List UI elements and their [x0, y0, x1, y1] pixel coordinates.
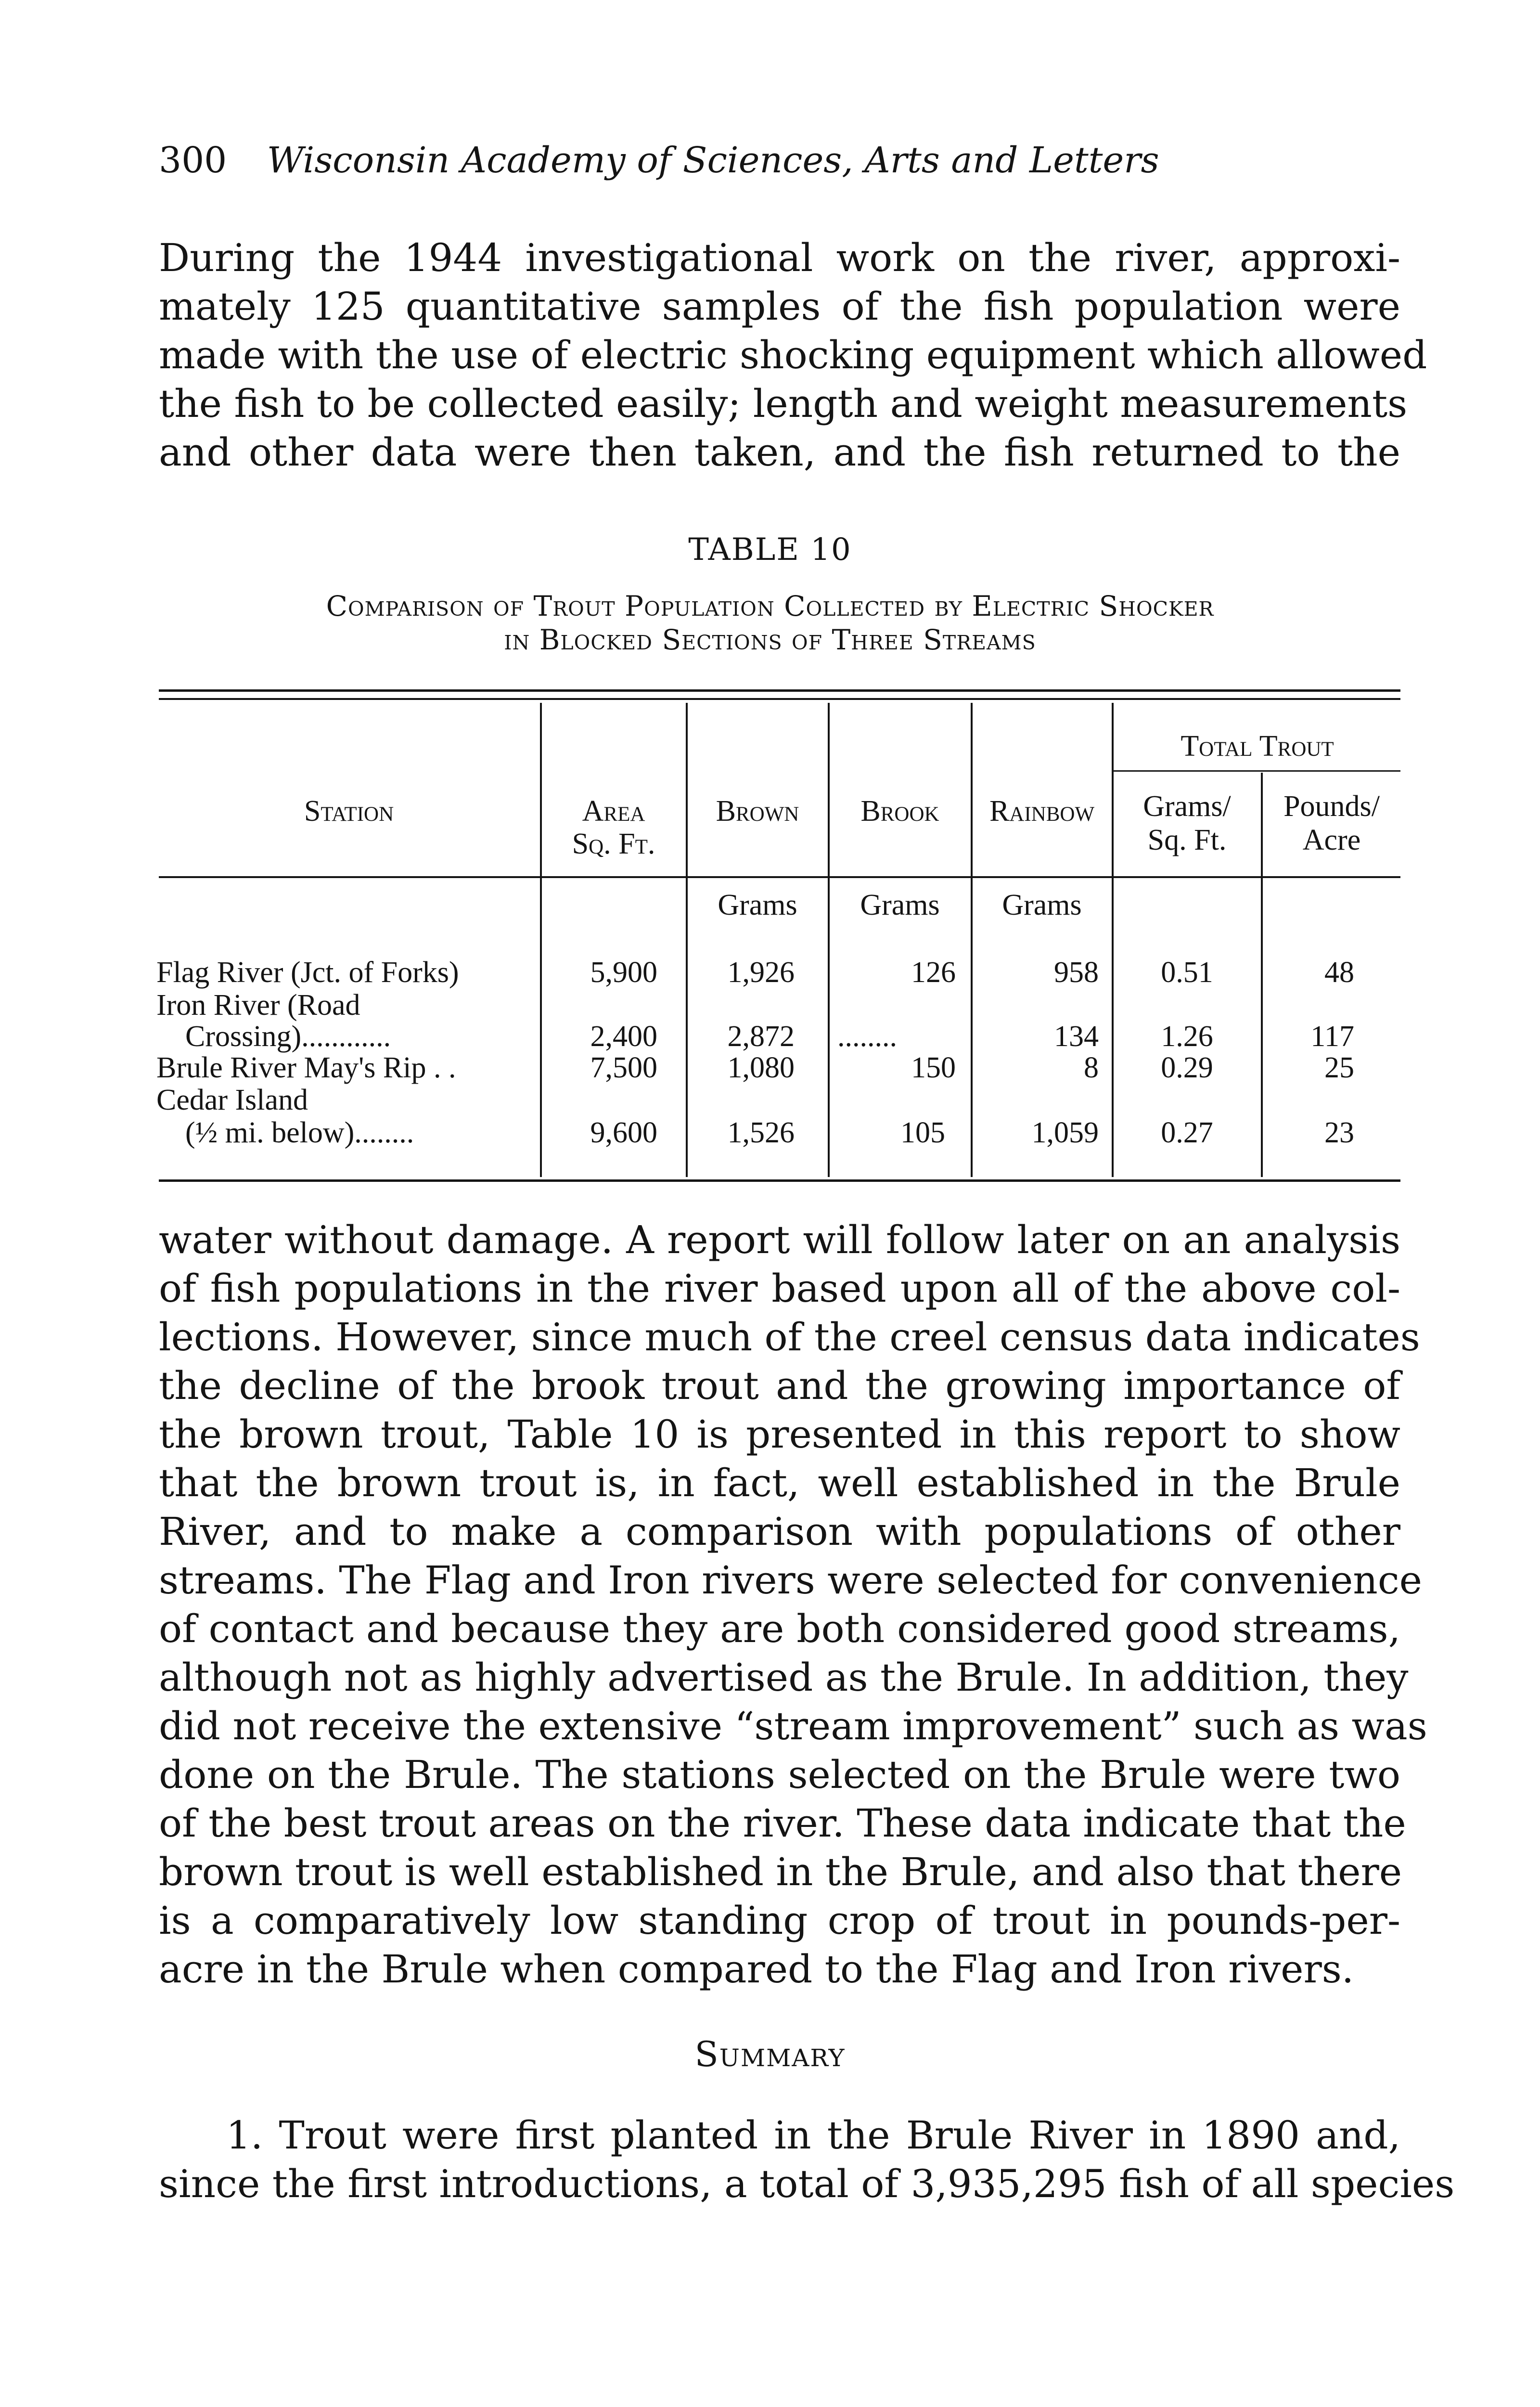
- grams-cell: 0.29: [1161, 1051, 1213, 1084]
- pounds-cell: 48: [1324, 956, 1354, 989]
- text-line: that the brown trout is, in fact, well established in the Brule: [159, 1461, 1400, 1505]
- brown-unit: Grams: [718, 889, 797, 921]
- table-caption-line-1: Comparison of Trout Population Collected by Electric Shocker: [326, 590, 1214, 622]
- text-line: since the first introductions, a total of 3,935,295 fish of all species: [159, 2161, 1455, 2206]
- brook-cell: 105: [900, 1116, 945, 1149]
- column-divider: [828, 703, 830, 1177]
- text-line: lections. However, since much of the creel census data indicates: [159, 1315, 1420, 1359]
- text-line: did not receive the extensive “stream improvement” such as was: [159, 1704, 1427, 1748]
- table-top-rule-second: [159, 698, 1400, 700]
- text-line: the decline of the brook trout and the growing importance of: [159, 1363, 1400, 1408]
- area-cell: 9,600: [590, 1116, 657, 1149]
- text-line: acre in the Brule when compared to the Flag and Iron rivers.: [159, 1947, 1354, 1992]
- brown-header: Brown: [716, 795, 799, 828]
- total-trout-rule: [1112, 770, 1400, 772]
- pounds-per-acre-header: Pounds/: [1283, 790, 1380, 823]
- brook-cell: 150: [911, 1051, 956, 1084]
- text-line: and other data were then taken, and the fish returned to the: [159, 430, 1400, 475]
- text-line: streams. The Flag and Iron rivers were selected for convenience: [159, 1558, 1422, 1603]
- header-bottom-rule: [159, 876, 1400, 878]
- summary-paragraph: [159, 2111, 1455, 2208]
- body-paragraph: [159, 1216, 1427, 1993]
- rainbow-cell: 1,059: [1031, 1116, 1099, 1149]
- area-cell: 7,500: [590, 1051, 657, 1084]
- brook-header: Brook: [860, 795, 939, 828]
- area-header: Area: [582, 795, 645, 828]
- text-line: water without damage. A report will follow later on an analysis: [159, 1217, 1400, 1262]
- column-divider: [971, 703, 973, 1177]
- text-line: During the 1944 investigational work on the river, approxi-: [159, 235, 1400, 280]
- station-cell-continued: Crossing)............: [185, 1020, 391, 1053]
- intro-paragraph: [159, 233, 1427, 477]
- table-top-rule: [159, 689, 1400, 692]
- total-trout-header: Total Trout: [1181, 730, 1334, 763]
- column-divider: [686, 703, 688, 1177]
- brook-cell: ........: [837, 1020, 897, 1053]
- grams-cell: 0.51: [1161, 956, 1213, 989]
- brown-cell: 1,080: [727, 1051, 795, 1084]
- text-line: the fish to be collected easily; length and weight measurements: [159, 381, 1408, 426]
- grams-cell: 0.27: [1161, 1116, 1213, 1149]
- text-line: 1. Trout were first planted in the Brule River in 1890 and,: [226, 2113, 1400, 2158]
- station-cell: Brule River May's Rip . .: [156, 1051, 456, 1084]
- pounds-cell: 25: [1324, 1051, 1354, 1084]
- table-caption-line-2: in Blocked Sections of Three Streams: [504, 623, 1036, 656]
- summary-heading: Summary: [694, 2034, 846, 2074]
- rainbow-cell: 8: [1084, 1051, 1099, 1084]
- text-line: of the best trout areas on the river. These data indicate that the: [159, 1801, 1406, 1846]
- station-cell: Cedar Island: [156, 1084, 308, 1116]
- area-header-unit: Sq. Ft.: [572, 828, 655, 860]
- text-line: the brown trout, Table 10 is presented in this report to show: [159, 1412, 1400, 1457]
- grams-per-sqft-header: Grams/: [1143, 790, 1231, 823]
- station-cell: Flag River (Jct. of Forks): [156, 956, 459, 989]
- brown-cell: 1,926: [727, 956, 795, 989]
- text-line: of fish populations in the river based upon all of the above col-: [159, 1266, 1400, 1311]
- grams-per-sqft-header-unit: Sq. Ft.: [1147, 824, 1227, 856]
- brown-cell: 2,872: [727, 1020, 795, 1053]
- running-header: [159, 140, 1159, 181]
- text-line: River, and to make a comparison with populations of other: [159, 1509, 1400, 1554]
- column-divider: [540, 703, 542, 1177]
- rainbow-header: Rainbow: [989, 795, 1095, 828]
- station-header: Station: [304, 795, 394, 828]
- area-cell: 2,400: [590, 1020, 657, 1053]
- brook-unit: Grams: [860, 889, 940, 921]
- table-bottom-rule: [159, 1179, 1400, 1182]
- area-cell: 5,900: [590, 956, 657, 989]
- rainbow-cell: 134: [1054, 1020, 1099, 1053]
- text-line: of contact and because they are both considered good streams,: [159, 1606, 1400, 1651]
- column-divider: [1112, 703, 1114, 1177]
- page-number: 300: [159, 140, 227, 181]
- pounds-per-acre-header-unit: Acre: [1302, 824, 1361, 856]
- text-line: mately 125 quantitative samples of the fish population were: [159, 284, 1400, 329]
- brook-cell: 126: [911, 956, 956, 989]
- text-line: done on the Brule. The stations selected on the Brule were two: [159, 1752, 1400, 1797]
- brown-cell: 1,526: [727, 1116, 795, 1149]
- pounds-cell: 23: [1324, 1116, 1354, 1149]
- station-cell-continued: (½ mi. below)........: [185, 1116, 414, 1149]
- rainbow-cell: 958: [1054, 956, 1099, 989]
- table-label: TABLE 10: [688, 532, 852, 568]
- pounds-cell: 117: [1310, 1020, 1354, 1053]
- grams-cell: 1.26: [1161, 1020, 1213, 1053]
- journal-title: Wisconsin Academy of Sciences, Arts and Letters: [267, 140, 1159, 181]
- text-line: although not as highly advertised as the Brule. In addition, they: [159, 1655, 1409, 1700]
- text-line: brown trout is well established in the Brule, and also that there: [159, 1850, 1402, 1894]
- text-line: is a comparatively low standing crop of trout in pounds-per-: [159, 1898, 1400, 1943]
- station-cell: Iron River (Road: [156, 989, 360, 1022]
- text-line: made with the use of electric shocking equipment which allowed: [159, 333, 1427, 377]
- rainbow-unit: Grams: [1002, 889, 1082, 921]
